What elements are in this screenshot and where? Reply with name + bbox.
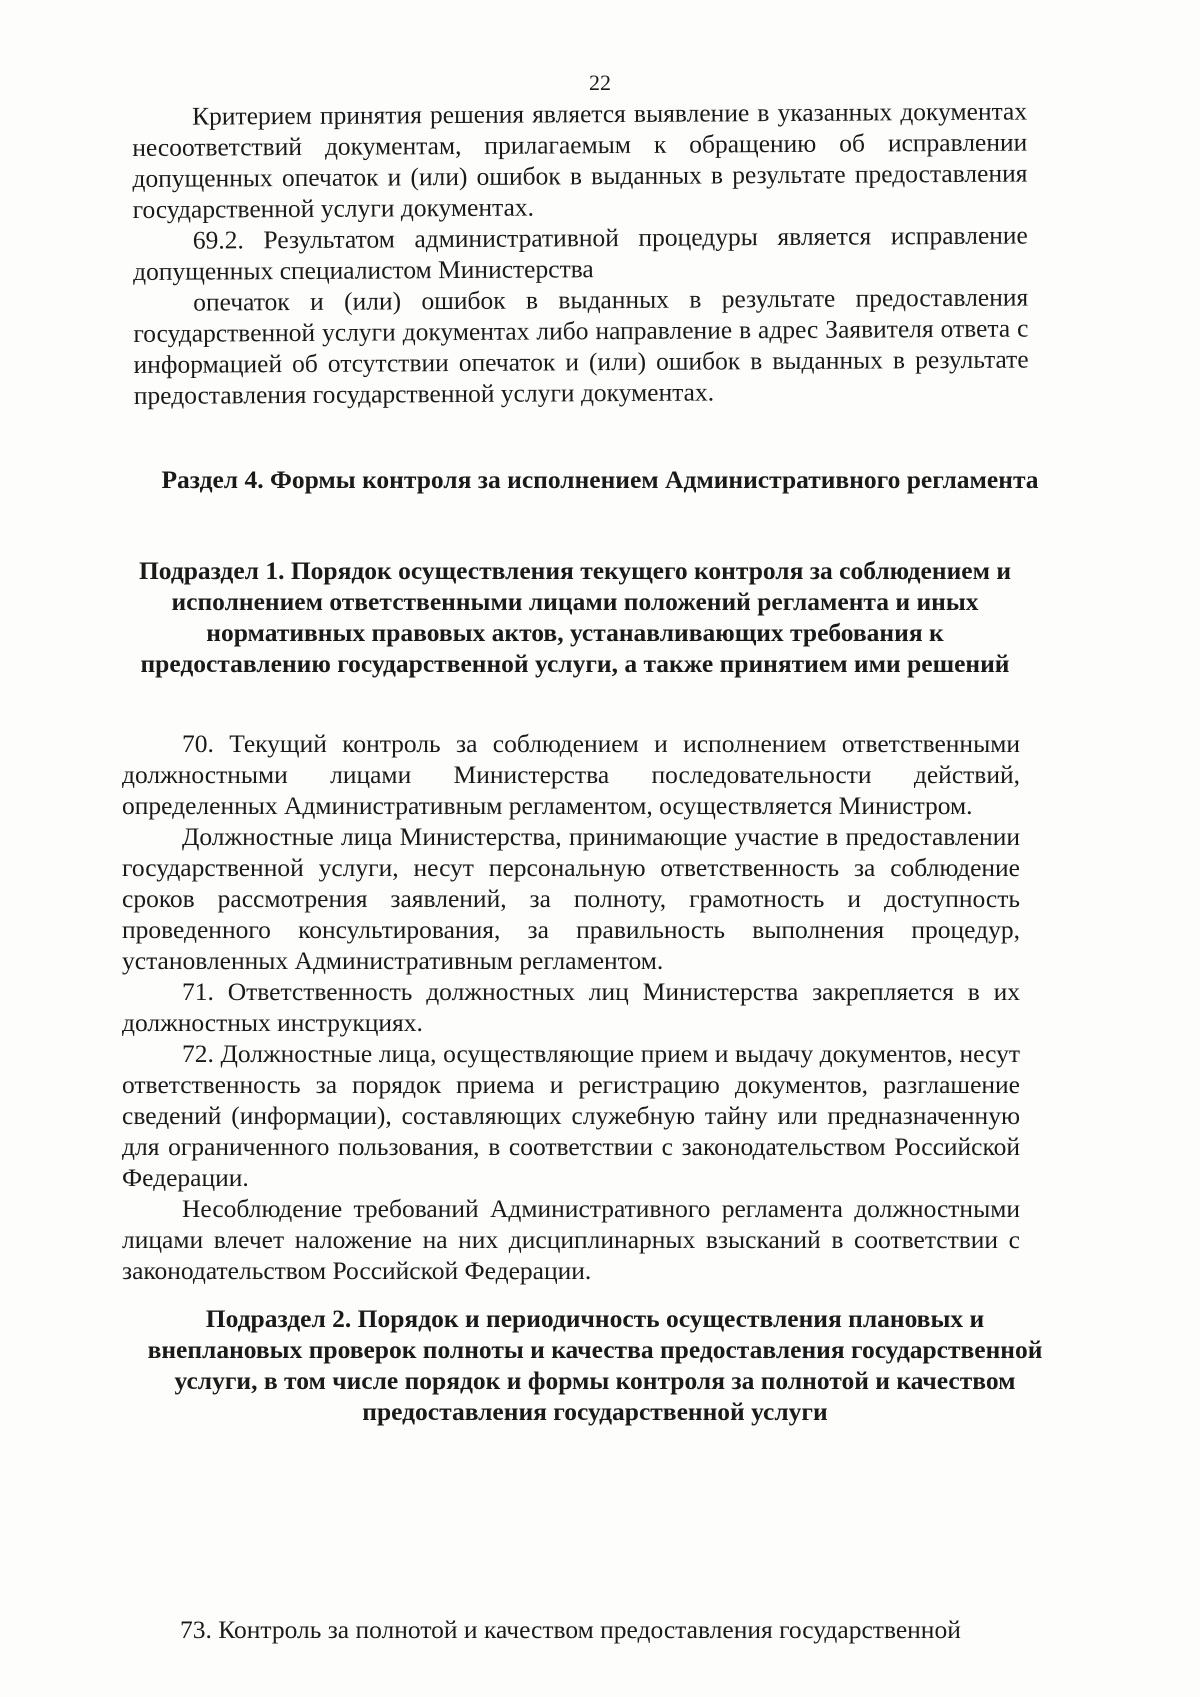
paragraph-70: 70. Текущий контроль за соблюдением и исполнением ответственными должностными лицами Министерства последовательности действий, определенных Административным регламентом, осуществляется Министром. bbox=[122, 729, 1020, 820]
text-block-middle bbox=[122, 728, 1020, 1286]
paragraph-officials-responsibility: Должностные лица Министерства, принимающие участие в предоставлении государственной услуги, несут персональную ответственность за соблюдение сроков рассмотрения заявлений, за полноту, грамотность и доступность проведенного консультирования, за правильность выполнения процедур, установленных Административным регламентом. bbox=[122, 822, 1020, 975]
paragraph-71: 71. Ответственность должностных лиц Министерства закрепляется в их должностных инструкциях. bbox=[122, 977, 1020, 1037]
text-block-bottom bbox=[180, 1614, 1015, 1645]
paragraph-non-compliance: Несоблюдение требований Административного регламента должностными лицами влечет наложение на них дисциплинарных взысканий в соответствии с законодательством Российской Федерации. bbox=[122, 1194, 1020, 1285]
subsection-1-heading: Подраздел 1. Порядок осуществления текущего контроля за соблюдением и исполнением ответственными лицами положений регламента и иных нормативных правовых актов, устанавливающих требования к предоставлению государственной услуги, а также принятием ими решений bbox=[138, 556, 1012, 678]
paragraph-criterion: Критерием принятия решения является выявление в указанных документах несоответствий документам, прилагаемым к обращению об исправлении допущенных опечаток и (или) ошибок в выданных в результате предоставления государственной услуги документах. bbox=[132, 96, 1028, 224]
paragraph-73: 73. Контроль за полнотой и качеством предоставления государственной bbox=[180, 1615, 961, 1644]
subsection-2-heading: Подраздел 2. Порядок и периодичность осуществления плановых и внеплановых проверок полноты и качества предоставления государственной услуги, в том числе порядок и формы контроля за полнотой и качеством предоставления государственной услуги bbox=[147, 1304, 1043, 1426]
paragraph-72: 72. Должностные лица, осуществляющие прием и выдачу документов, несут ответственность за порядок приема и регистрацию документов, разглашение сведений (информации), составляющих служебную тайну или предназначенную для ограниченного пользования, в соответствии с законодательством Российской Федерации. bbox=[122, 1039, 1020, 1192]
paragraph-69-2: 69.2. Результатом административной процедуры является исправление допущенных специалистом Министерства bbox=[132, 220, 1028, 286]
section-heading: Раздел 4. Формы контроля за исполнением Административного регламента bbox=[161, 465, 1039, 494]
page-number: 22 bbox=[589, 70, 611, 95]
text-block-top bbox=[132, 96, 1029, 411]
paragraph-69-2-continued: опечаток и (или) ошибок в выданных в результате предоставления государственной услуги документах либо направление в адрес Заявителя ответа с информацией об отсутствии опечаток и (или) ошибок в выданных в результате предоставления государственной услуги документах. bbox=[133, 282, 1029, 410]
